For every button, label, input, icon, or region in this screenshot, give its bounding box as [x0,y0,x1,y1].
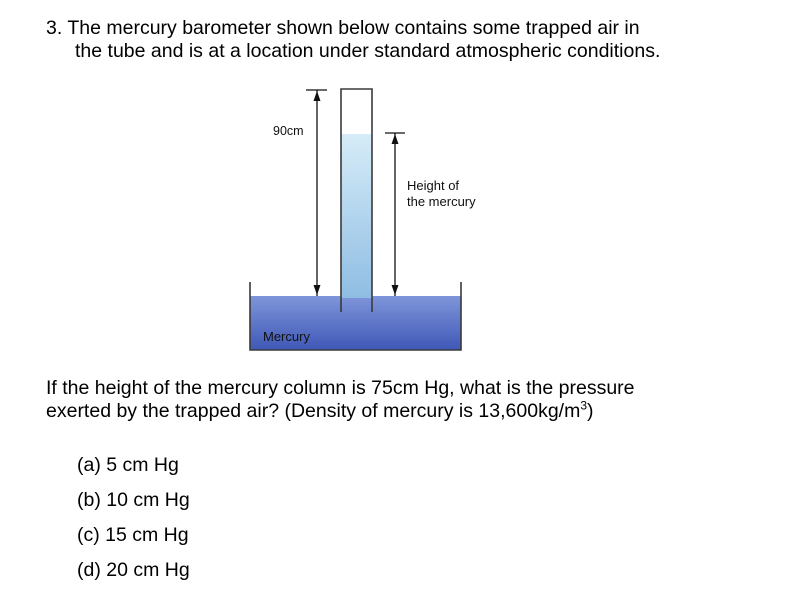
prompt-line-2-text: exerted by the trapped air? (Density of mercury is 13,600kg/m [46,400,581,422]
tube-height-label: 90cm [273,124,304,138]
tube-height-arrow [306,90,327,296]
mercury-height-arrow [385,133,405,296]
option-c[interactable]: (c) 15 cm Hg [77,524,189,546]
question-line-1-text: The mercury barometer shown below contains some trapped air in [67,17,640,39]
question-line-2: the tube and is at a location under standard atmospheric conditions. [75,40,661,62]
prompt-line-2 [46,400,786,423]
prompt-text [46,377,786,423]
prompt-line-2-end: ) [587,400,594,422]
option-a[interactable]: (a) 5 cm Hg [77,454,179,476]
option-d[interactable]: (d) 20 cm Hg [77,559,190,581]
mercury-height-label-line-2: the mercury [407,194,476,209]
superscript-3: 3 [580,398,588,413]
option-b[interactable]: (b) 10 cm Hg [77,489,190,511]
prompt-line-1: If the height of the mercury column is 75cm Hg, what is the pressure [46,377,635,399]
column-mercury [341,134,372,298]
trapped-air [341,90,372,134]
reservoir-label: Mercury [263,329,310,344]
question-number: 3. [46,17,63,39]
mercury-height-label-line-1: Height of [407,178,460,193]
answer-options [77,448,190,588]
